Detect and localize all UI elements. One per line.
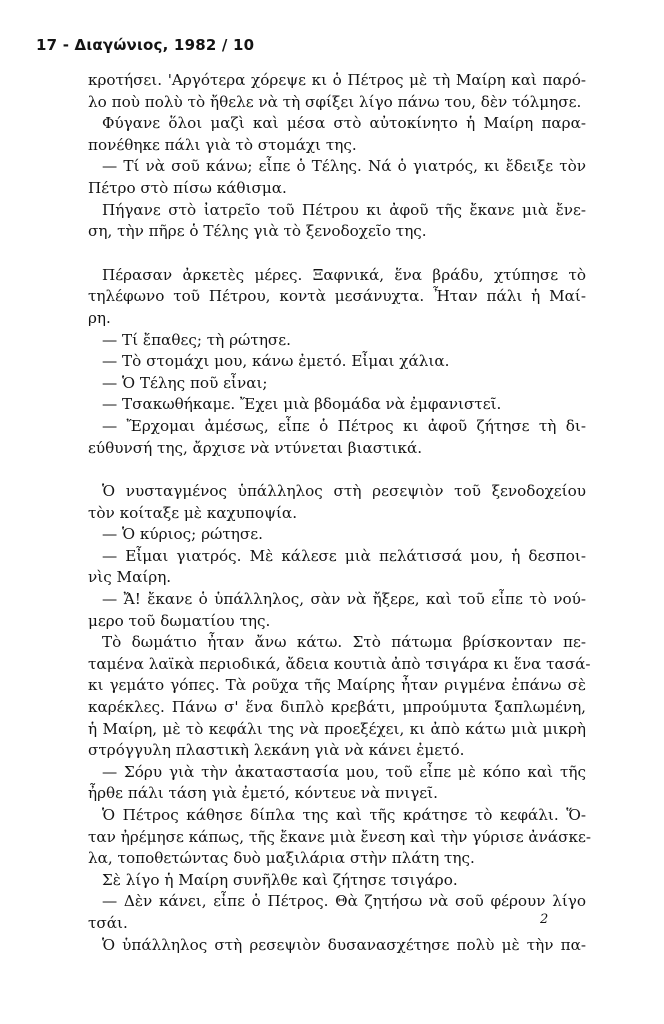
text-line: τηλέφωνο τοῦ Πέτρου, κοντὰ μεσάνυχτα. Ἦταν πάλι ἡ Μαί- <box>88 287 586 306</box>
text-line: καρέκλες. Πάνω σ' ἕνα διπλὸ κρεβάτι, μπρούμυτα ξαπλωμένη, <box>88 698 586 717</box>
paragraph <box>88 200 586 243</box>
text-line: κι γεμάτο γόπες. Τὰ ροῦχα τῆς Μαίρης ἦταν ριγμένα ἐπάνω σὲ <box>88 676 586 695</box>
paragraph <box>88 113 586 156</box>
text-line: Ὁ ὑπάλληλος στὴ ρεσεψιὸν δυσανασχέτησε πολὺ μὲ τὴν πα- <box>102 935 586 954</box>
body-text <box>88 70 591 956</box>
text-line: — Τὸ στομάχι μου, κάνω ἐμετό. Εἶμαι χάλια. <box>102 352 450 371</box>
text-line: Σὲ λίγο ἡ Μαίρη συνῆλθε καὶ ζήτησε τσιγάρο. <box>102 870 458 889</box>
paragraph <box>88 481 586 524</box>
text-line: Ὁ νυσταγμένος ὑπάλληλος στὴ ρεσεψιὸν τοῦ ξενοδοχείου <box>102 482 586 501</box>
paragraph <box>88 70 586 113</box>
text-line: — Ἔρχομαι ἀμέσως, εἶπε ὁ Πέτρος κι ἀφοῦ ζήτησε τὴ δι- <box>102 416 586 435</box>
paragraph <box>88 330 586 352</box>
text-line: νὶς Μαίρη. <box>88 568 172 587</box>
paragraph <box>88 632 591 762</box>
text-line: — Τί ἔπαθες; τὴ ρώτησε. <box>102 330 291 349</box>
text-line: εύθυνσή της, ἄρχισε νὰ ντύνεται βιαστικά. <box>88 438 423 457</box>
paragraph <box>88 265 586 330</box>
text-line: τὸν κοίταξε μὲ καχυποψία. <box>88 503 298 522</box>
text-line: λα, τοποθετώντας δυὸ μαξιλάρια στὴν πλάτη της. <box>88 849 475 868</box>
text-line: — Ὁ Τέλης ποῦ εἶναι; <box>102 373 268 392</box>
paragraph <box>88 762 586 805</box>
section-break <box>88 459 586 481</box>
text-line: λο ποὺ πολὺ τὸ ἤθελε νὰ τὴ σφίξει λίγο πάνω του, δὲν τόλμησε. <box>88 92 582 111</box>
page-number: 2 <box>540 912 549 927</box>
text-line: μερο τοῦ δωματίου της. <box>88 611 271 630</box>
text-line: πονέθηκε πάλι γιὰ τὸ στομάχι της. <box>88 135 357 154</box>
text-line: ἦρθε πάλι τάση γιὰ ἐμετό, κόντευε νὰ πνιγεῖ. <box>88 784 438 803</box>
paragraph <box>88 373 586 395</box>
text-line: στρόγγυλη πλαστικὴ λεκάνη γιὰ νὰ κάνει ἐμετό. <box>88 741 465 760</box>
text-line: — Ἄ! ἔκανε ὁ ὑπάλληλος, σὰν νὰ ἤξερε, καὶ τοῦ εἶπε τὸ νού- <box>102 590 586 609</box>
text-line: ἡ Μαίρη, μὲ τὸ κεφάλι της νὰ προεξέχει, κι ἀπὸ κάτω μιὰ μικρὴ <box>88 719 586 738</box>
paragraph <box>88 416 586 459</box>
paragraph <box>88 394 586 416</box>
text-line: Πέτρο στὸ πίσω κάθισμα. <box>88 178 287 197</box>
paragraph <box>88 351 586 373</box>
paragraph <box>88 935 586 957</box>
paragraph <box>88 546 586 589</box>
text-line: — Εἶμαι γιατρός. Μὲ κάλεσε μιὰ πελάτισσά μου, ἡ δεσποι- <box>102 546 586 565</box>
paragraph <box>88 524 586 546</box>
text-line: Πέρασαν ἀρκετὲς μέρες. Ξαφνικά, ἕνα βράδυ, χτύπησε τὸ <box>102 265 586 284</box>
text-line: ρη. <box>88 308 111 327</box>
page-header: 17 - Διαγώνιος, 1982 / 10 <box>36 36 255 54</box>
text-line: — Ὁ κύριος; ρώτησε. <box>102 525 263 544</box>
section-break <box>88 243 586 265</box>
paragraph <box>88 805 591 870</box>
text-line: — Τσακωθήκαμε. Ἔχει μιὰ βδομάδα νὰ ἐμφανιστεῖ. <box>102 395 502 414</box>
text-line: ταμένα λαϊκὰ περιοδικά, ἄδεια κουτιὰ ἀπὸ τσιγάρα κι ἕνα τασά- <box>88 654 591 673</box>
text-line: ση, τὴν πῆρε ὁ Τέλης γιὰ τὸ ξενοδοχεῖο της. <box>88 222 427 241</box>
paragraph <box>88 156 586 199</box>
text-line: — Σόρυ γιὰ τὴν ἀκαταστασία μου, τοῦ εἶπε μὲ κόπο καὶ τῆς <box>102 762 586 781</box>
text-line: κροτήσει. 'Αργότερα χόρεψε κι ὁ Πέτρος μὲ τὴ Μαίρη καὶ παρό- <box>88 71 586 89</box>
text-line: — Τί νὰ σοῦ κάνω; εἶπε ὁ Τέλης. Νά ὁ γιατρός, κι ἔδειξε τὸν <box>102 157 586 176</box>
paragraph <box>88 891 586 934</box>
text-line: Φύγανε ὅλοι μαζὶ καὶ μέσα στὸ αὐτοκίνητο ἡ Μαίρη παρα- <box>102 114 586 133</box>
text-line: Πήγανε στὸ ἰατρεῖο τοῦ Πέτρου κι ἀφοῦ τῆς ἔκανε μιὰ ἔνε- <box>102 200 586 219</box>
text-line: Τὸ δωμάτιο ἦταν ἄνω κάτω. Στὸ πάτωμα βρίσκονταν πε- <box>102 633 586 652</box>
paragraph <box>88 870 586 892</box>
text-line: τσάι. <box>88 913 128 932</box>
text-line: Ὁ Πέτρος κάθησε δίπλα της καὶ τῆς κράτησε τὸ κεφάλι. Ὅ- <box>102 806 586 824</box>
paragraph <box>88 589 586 632</box>
text-line: — Δὲν κάνει, εἶπε ὁ Πέτρος. Θὰ ζητήσω νὰ σοῦ φέρουν λίγο <box>102 892 586 911</box>
text-line: ταν ἠρέμησε κάπως, τῆς ἔκανε μιὰ ἔνεση καὶ τὴν γύρισε ἀνάσκε- <box>88 827 591 846</box>
